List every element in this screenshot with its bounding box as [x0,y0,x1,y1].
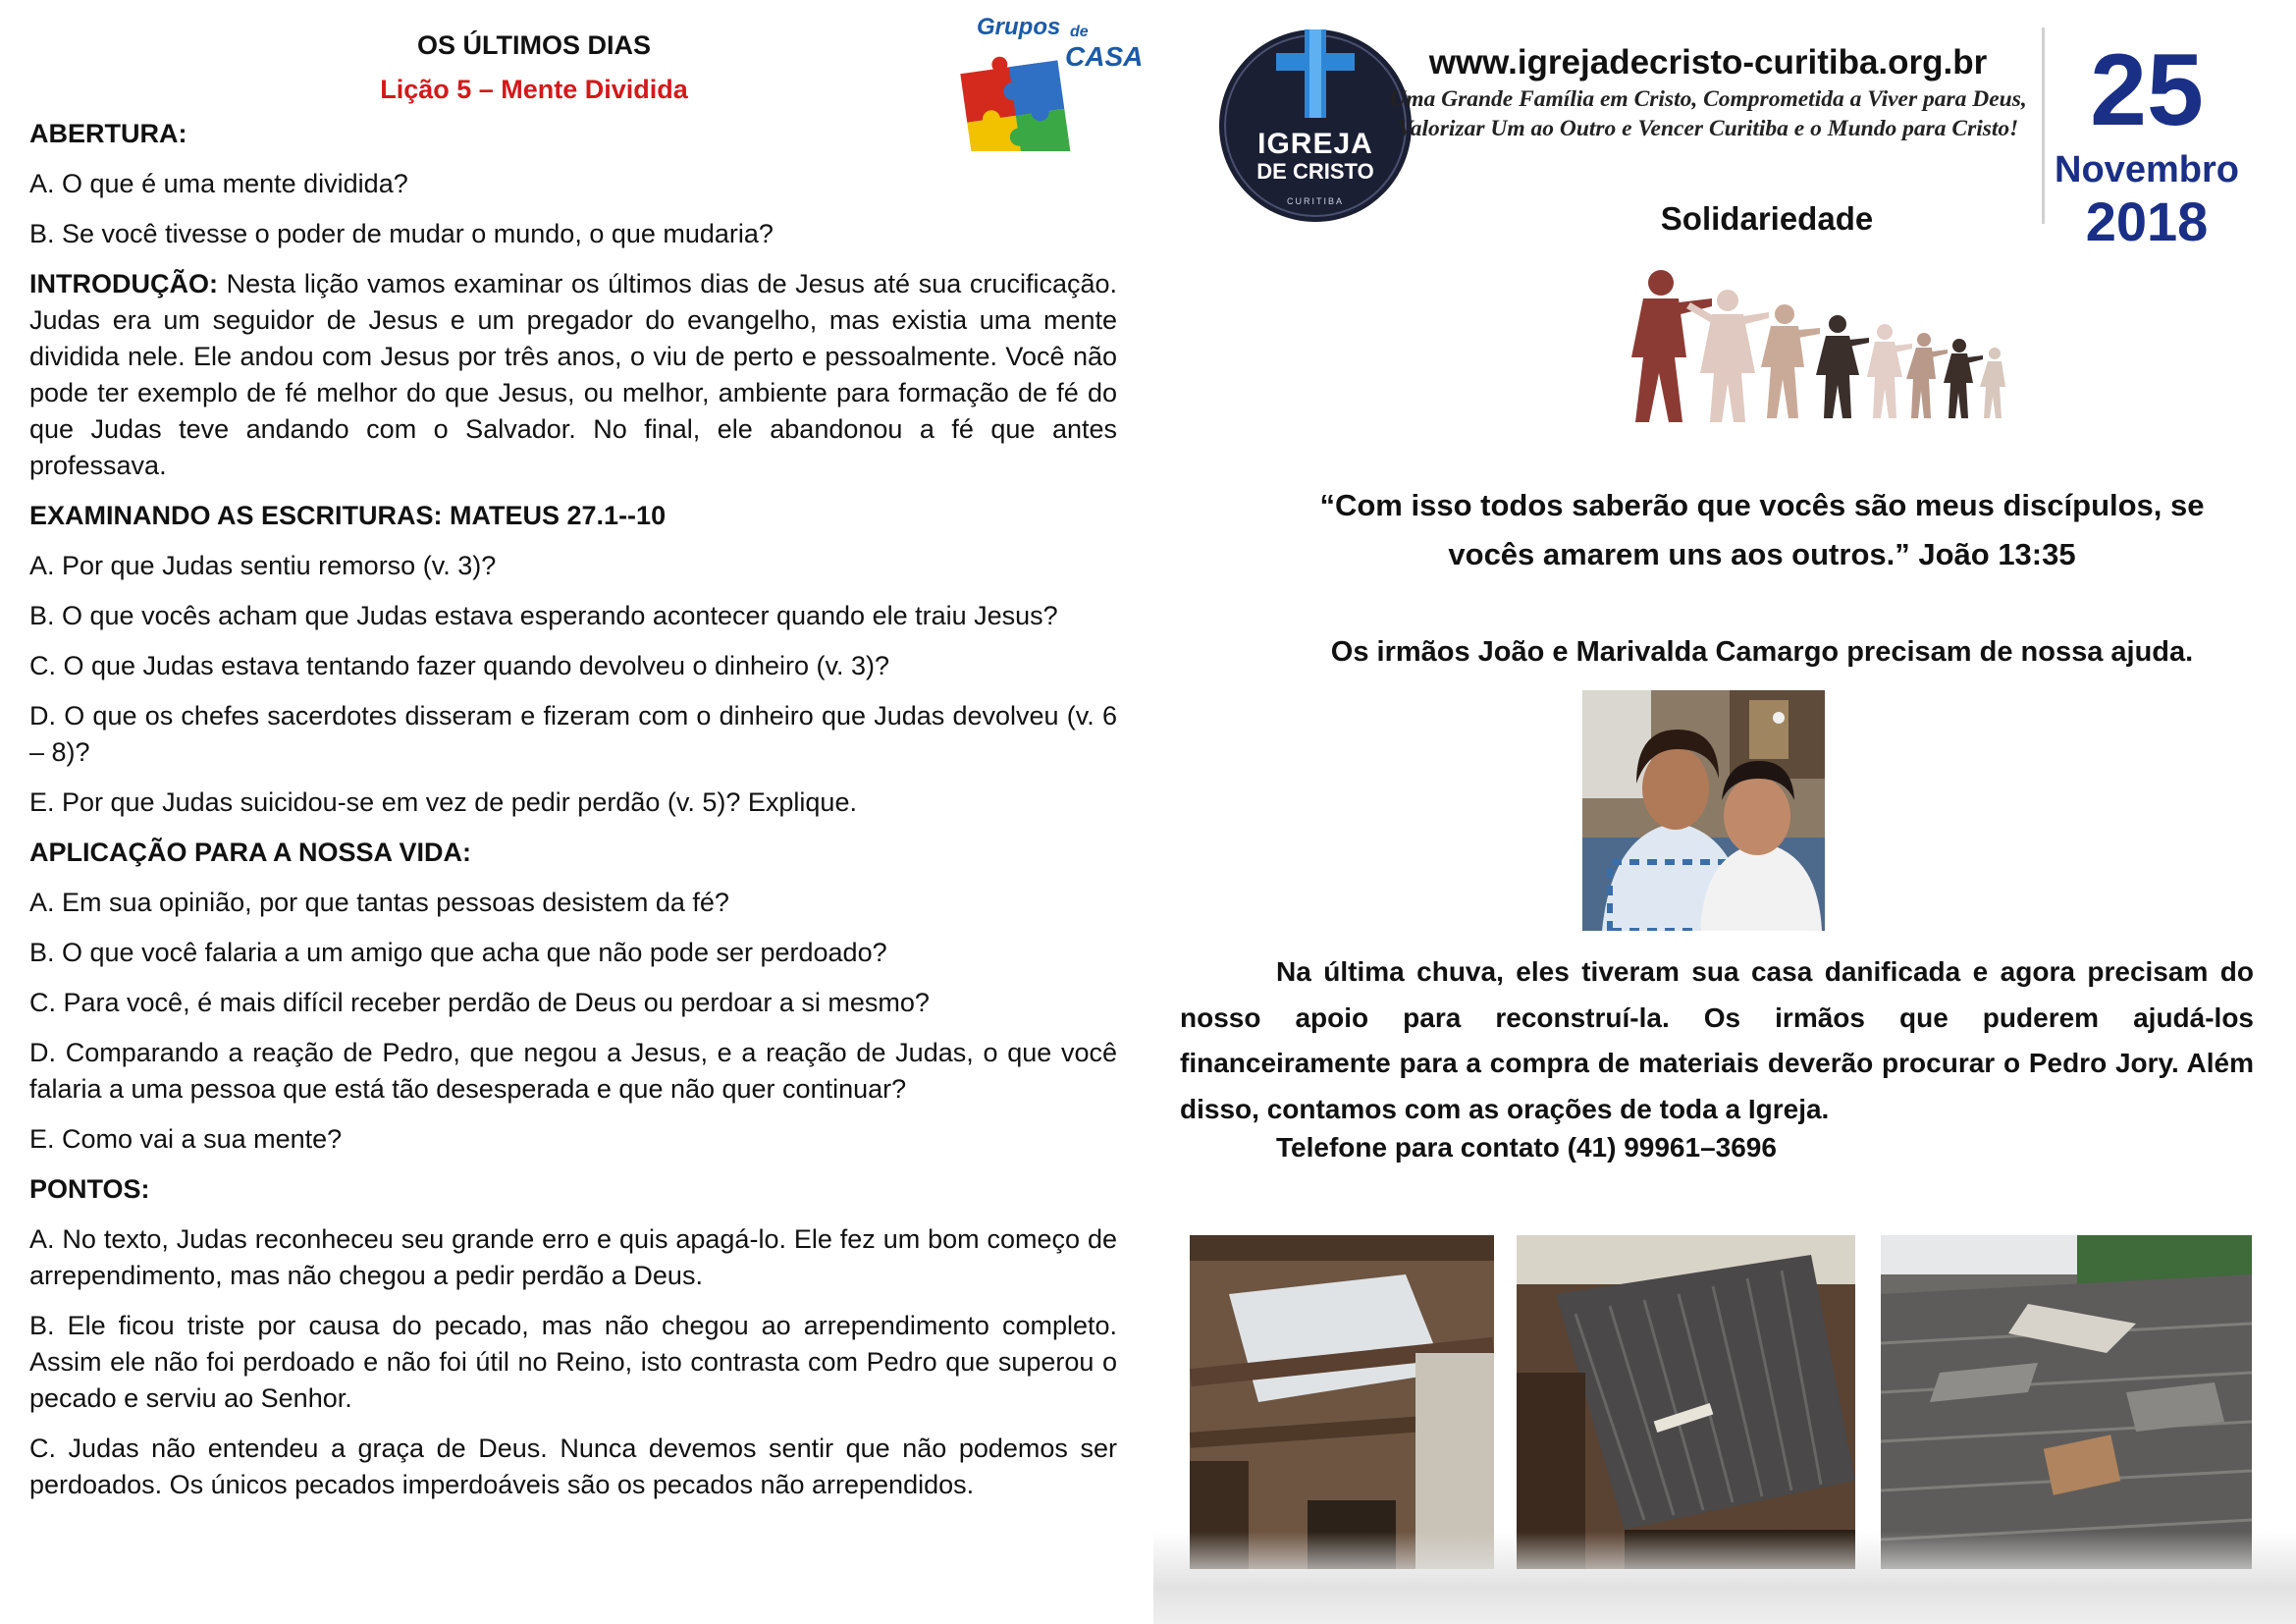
aplicacao-heading: APLICAÇÃO PARA A NOSSA VIDA: [29,838,472,867]
damaged-roof-tiles-photo [1881,1235,2252,1569]
header-divider [2042,27,2045,224]
escrituras-item: E. Por que Judas suicidou-se em vez de pedir perdão (v. 5)? Explique. [29,787,857,817]
contact-phone[interactable]: Telefone para contato (41) 99961–3696 [1276,1132,1777,1163]
escrituras-item: D. O que os chefes sacerdotes disseram e fizeram com o dinheiro que Judas devolveu (v. 6 – 8)? [29,701,1117,767]
pontos-item: C. Judas não entendeu a graça de Deus. Nunca devemos sentir que não podemos ser perdoados. Os únicos pecados imperdoáveis são os pecados não arrependidos. [29,1434,1117,1499]
help-request: Os irmãos João e Marivalda Camargo precisam de nossa ajuda. [1330,636,2194,668]
help-description-text: Na última chuva, eles tiveram sua casa danificada e agora precisam do nosso apoio para reconstruí-la. Os irmãos que puderem ajudá-los financeiramente para a compra de materiais deverão procurar o Pedro Jory. Além disso, contamos com as orações de toda a Igreja. [1180,956,2254,1124]
help-description [1180,949,2254,1132]
puzzle-icon [933,14,1139,151]
aplicacao-item: B. O que você falaria a um amigo que acha que não pode ser perdoado? [29,938,887,967]
aplicacao-item: D. Comparando a reação de Pedro, que negou a Jesus, e a reação de Judas, o que você falaria a uma pessoa que está tão desesperada e que não quer continuar? [29,1038,1117,1104]
church-tagline [1384,84,2032,143]
lesson-column [29,27,1117,1517]
pontos-item: A. No texto, Judas reconheceu seu grande erro e quis apagá-lo. Ele fez um bom começo de arrependimento, mas não chegou a pedir perdão a Deus. [29,1224,1117,1290]
lesson-series-title: OS ÚLTIMOS DIAS [416,30,651,60]
pontos-item: B. Ele ficou triste por causa do pecado, mas não chegou ao arrependimento completo. Assim ele não foi perdoado e não foi útil no Reino, isto contrasta com Pedro que superou o pecado e serviu ao Senhor. [29,1311,1117,1413]
grupos-logo-de: de [1070,24,1089,40]
aplicacao-item: A. Em sua opinião, por que tantas pessoas desistem da fé? [29,888,729,917]
pontos-heading: PONTOS: [29,1174,150,1204]
escrituras-item: B. O que vocês acham que Judas estava esperando acontecer quando ele traiu Jesus? [29,601,1058,630]
damaged-ceiling-photo [1190,1235,1494,1569]
grupos-logo-word: Grupos [977,14,1061,40]
introducao-text: Nesta lição vamos examinar os últimos dias de Jesus até sua crucificação. Judas era um seguidor de Jesus e um pregador do evangelho, mas existia uma mente dividida nele. Ele andou com Jesus por três anos, o viu de perto e pessoalmente. Você não pode ter exemplo de fé melhor do que Jesus, ou melhor, ambiente para formação de fé do que Judas teve andando com o Salvador. No final, ele abandonou a fé que antes professava. [29,269,1117,480]
couple-photo [1582,690,1825,931]
abertura-item: A. O que é uma mente dividida? [29,169,408,198]
church-logo-line3: CURITIBA [1286,196,1344,206]
introducao-paragraph [29,266,1117,484]
date-year: 2018 [2085,190,2209,252]
escrituras-item: A. Por que Judas sentiu remorso (v. 3)? [29,551,497,580]
introducao-heading: INTRODUÇÃO: [29,269,218,298]
website-url[interactable]: www.igrejadecristo-curitiba.org.br [1428,43,1988,81]
date-day: 25 [2090,33,2204,147]
escrituras-item: C. O que Judas estava tentando fazer quando devolveu o dinheiro (v. 3)? [29,651,890,680]
grupos-de-casa-logo [933,14,1144,151]
aplicacao-item: C. Para você, é mais difícil receber perdão de Deus ou perdoar a si mesmo? [29,988,930,1017]
people-holding-hands-icon [1553,267,2024,424]
bottom-fade [1153,1532,2296,1624]
solidariedade-title: Solidariedade [1660,200,1874,237]
church-logo-line1: IGREJA [1257,128,1373,160]
escrituras-heading: EXAMINANDO AS ESCRITURAS: MATEUS 27.1--10 [29,501,667,530]
abertura-item: B. Se você tivesse o poder de mudar o mundo, o que mudaria? [29,219,774,248]
damaged-roof-photo [1517,1235,1855,1569]
lesson-subtitle: Lição 5 – Mente Dividida [380,75,688,104]
church-logo-line2: DE CRISTO [1256,159,1374,184]
abertura-heading: ABERTURA: [29,119,187,148]
aplicacao-item: E. Como vai a sua mente? [29,1124,343,1154]
bible-quote: “Com isso todos saberão que vocês são meus discípulos, se vocês amarem uns aos outros.” João 13:35 [1319,488,2205,571]
tagline-line-2: Valorizar Um ao Outro e Vencer Curitiba e o Mundo para Cristo! [1397,116,2019,141]
date-month: Novembro [2055,149,2239,190]
tagline-line-1: Uma Grande Família em Cristo, Comprometida a Viver para Deus, [1389,86,2027,112]
grupos-logo-casa: CASA [1065,41,1144,72]
